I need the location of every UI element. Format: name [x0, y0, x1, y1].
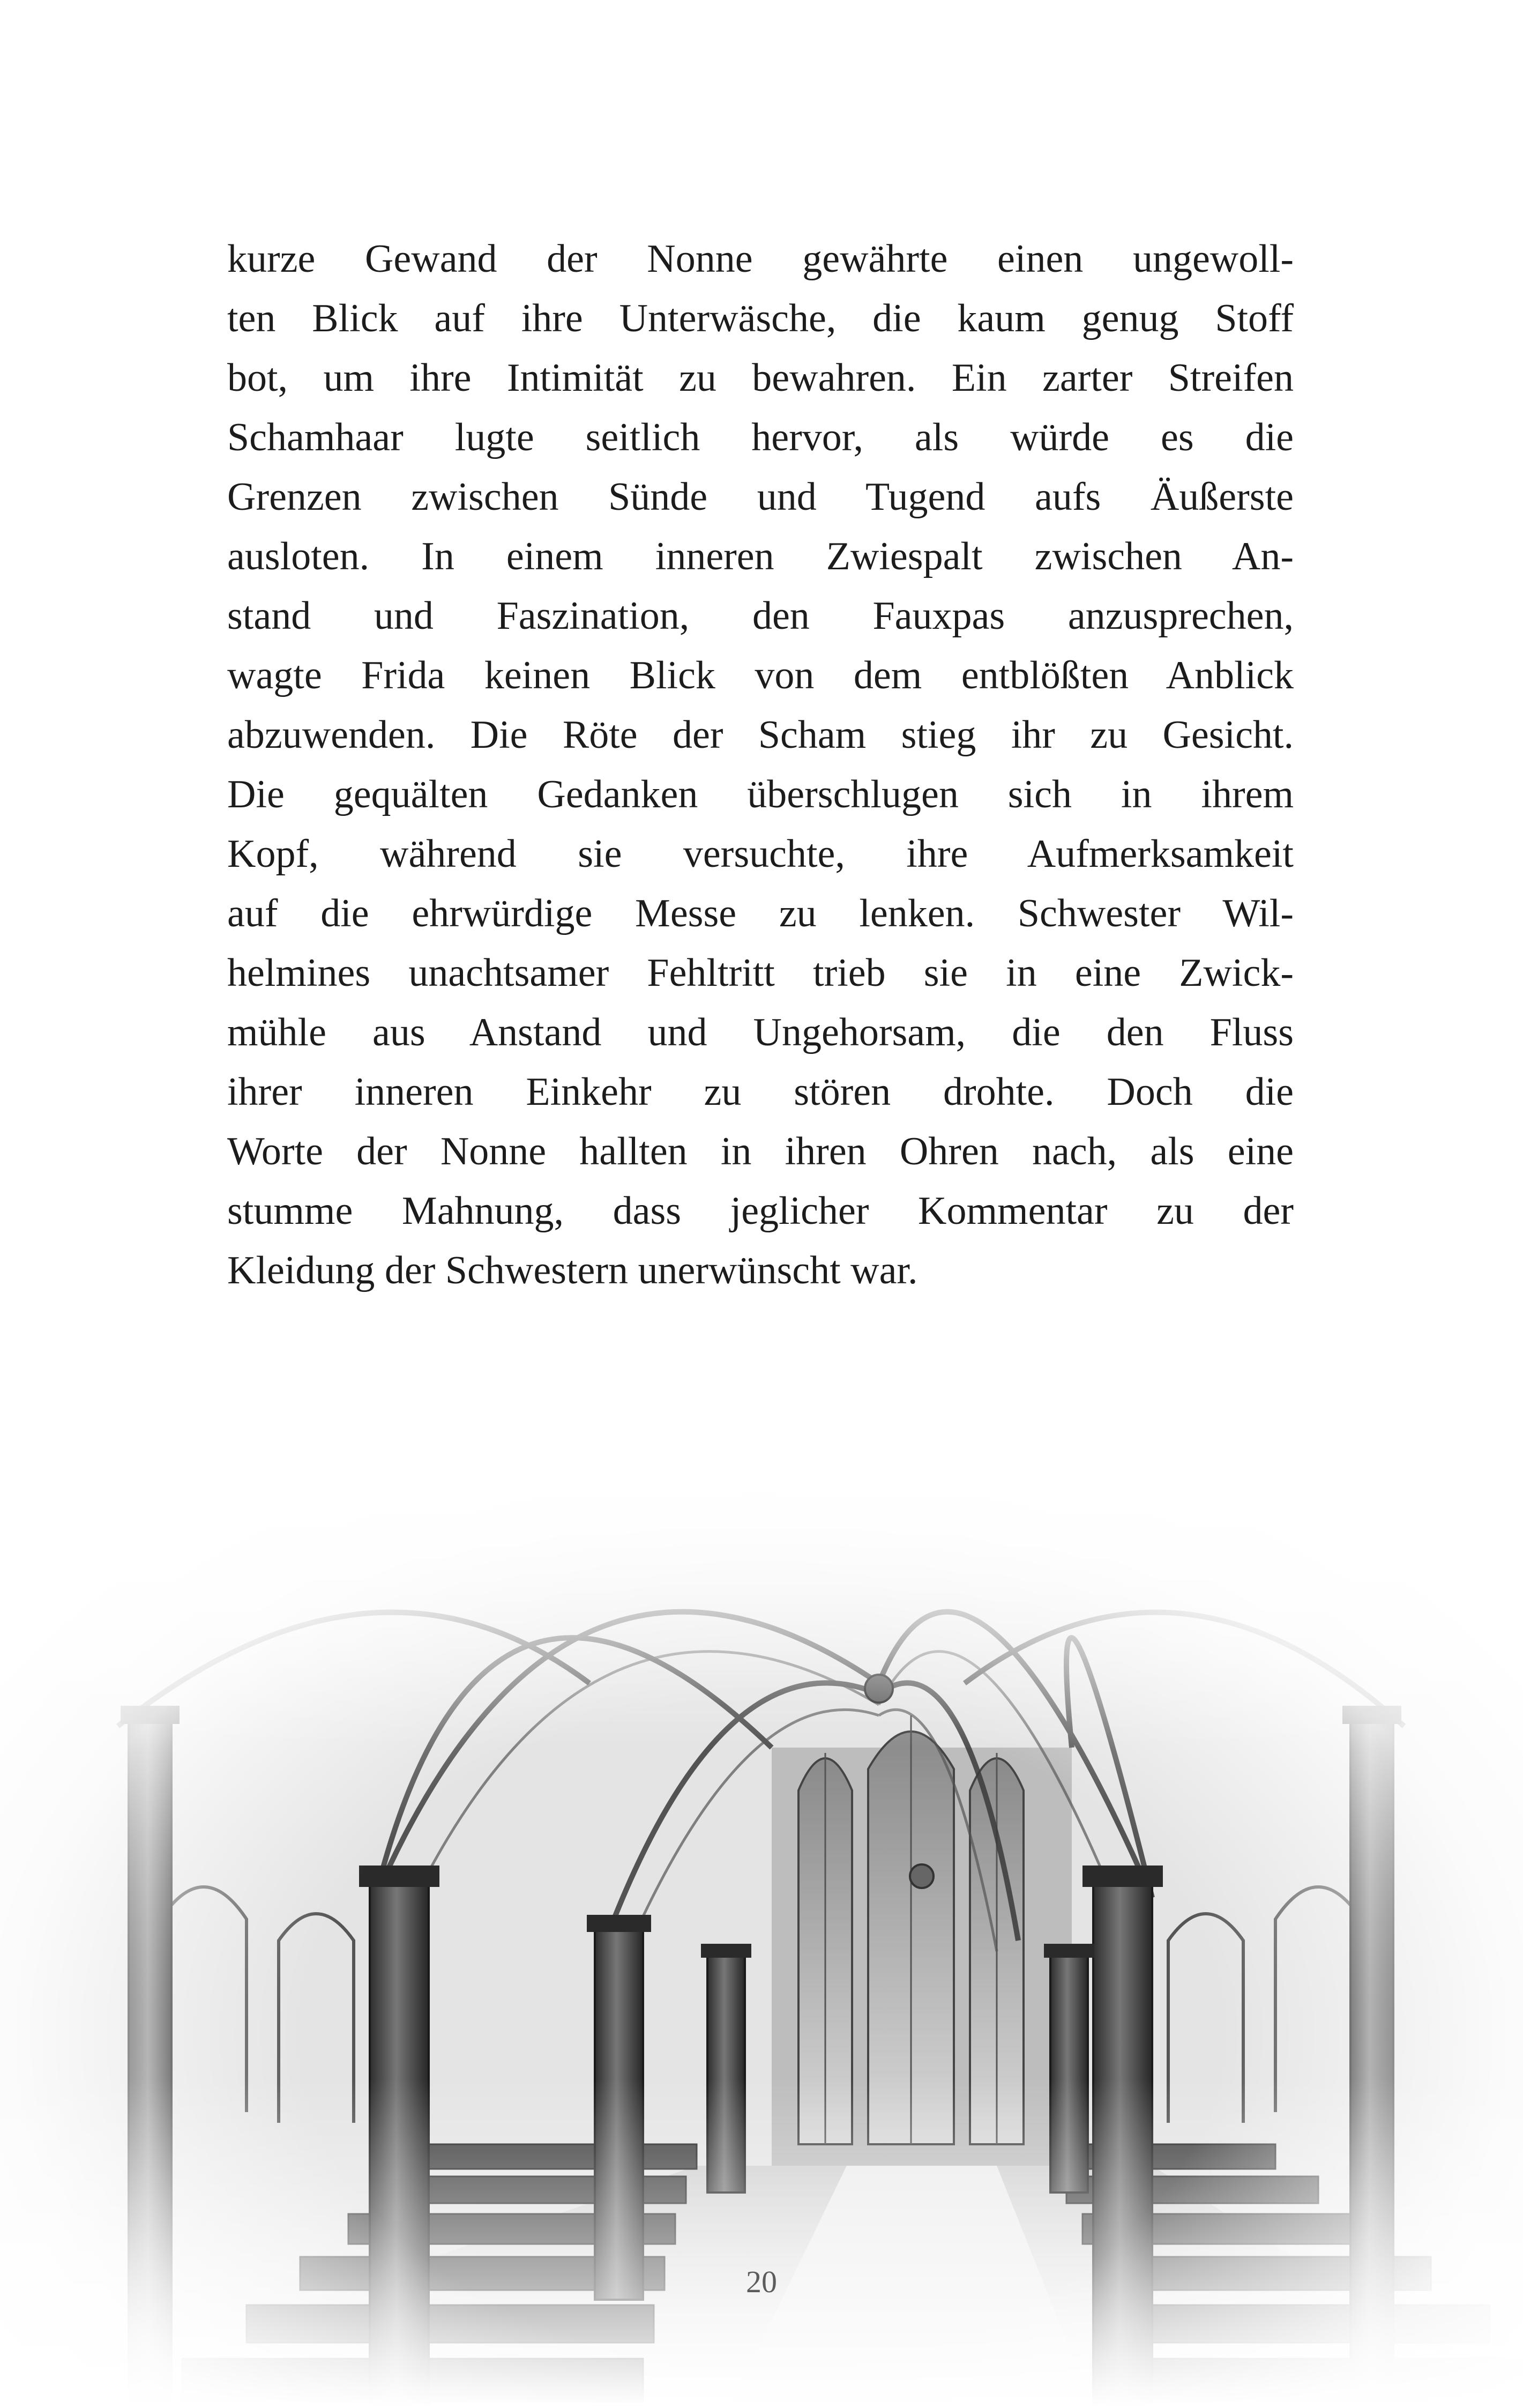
- text-line: ausloten. In einem inneren Zwiespalt zwischen An-: [227, 534, 1294, 578]
- text-line: Grenzen zwischen Sünde und Tugend aufs Äußerste: [227, 475, 1294, 519]
- text-line: Worte der Nonne hallten in ihren Ohren nach, als eine: [227, 1129, 1294, 1173]
- church-interior-illustration: [0, 1308, 1523, 2408]
- text-line: ihrer inneren Einkehr zu stören drohte. Doch die: [227, 1070, 1294, 1114]
- text-line: ten Blick auf ihre Unterwäsche, die kaum genug Stoff: [227, 296, 1294, 340]
- text-line: Kleidung der Schwestern unerwünscht war.: [227, 1248, 918, 1292]
- page-number: 20: [746, 2264, 777, 2299]
- text-line: auf die ehrwürdige Messe zu lenken. Schwester Wil-: [227, 891, 1294, 935]
- text-line: helmines unachtsamer Fehltritt trieb sie in eine Zwick-: [227, 951, 1294, 995]
- text-line: stumme Mahnung, dass jeglicher Kommentar zu der: [227, 1189, 1294, 1233]
- text-line: bot, um ihre Intimität zu bewahren. Ein zarter Streifen: [227, 356, 1294, 400]
- text-line: kurze Gewand der Nonne gewährte einen ungewoll-: [227, 237, 1294, 281]
- text-line: Kopf, während sie versuchte, ihre Aufmerksamkeit: [227, 832, 1294, 876]
- text-line: mühle aus Anstand und Ungehorsam, die den Fluss: [227, 1010, 1294, 1054]
- text-line: Die gequälten Gedanken überschlugen sich in ihrem: [227, 772, 1294, 816]
- gothic-nave-drawing: [0, 1308, 1523, 2408]
- body-text: [227, 229, 1294, 1300]
- text-line: Schamhaar lugte seitlich hervor, als würde es die: [227, 415, 1294, 459]
- text-line: stand und Faszination, den Fauxpas anzusprechen,: [227, 594, 1294, 638]
- text-line: wagte Frida keinen Blick von dem entblößten Anblick: [227, 653, 1294, 697]
- text-line: abzuwenden. Die Röte der Scham stieg ihr zu Gesicht.: [227, 713, 1294, 757]
